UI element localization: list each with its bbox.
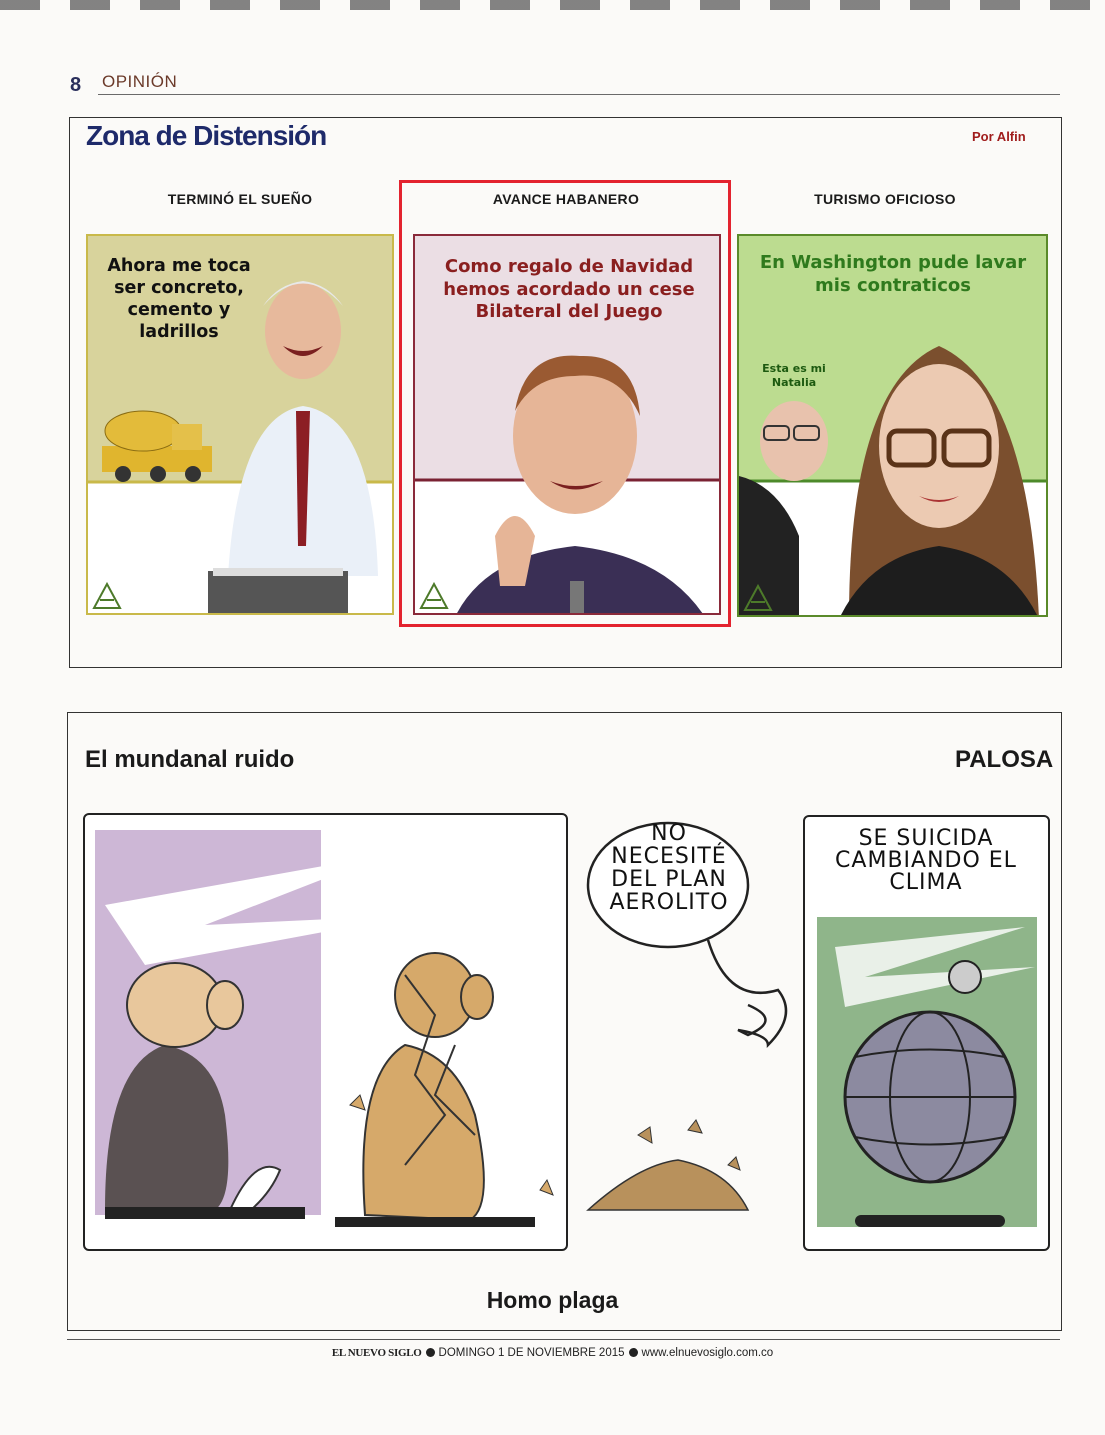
alfin-logo-icon xyxy=(92,582,122,610)
panel-3-sub-bubble: Esta es mi Natalia xyxy=(762,362,826,389)
footer-url[interactable]: www.elnuevosiglo.com.co xyxy=(641,1347,774,1359)
panel-1-bubble: Ahora me toca ser concreto, cemento y ladrillos xyxy=(107,256,251,342)
header-rule xyxy=(98,94,1060,95)
zona-author: Por Alfin xyxy=(972,129,1026,144)
top-bleed-strip xyxy=(0,0,1105,10)
bullet-icon xyxy=(629,1348,638,1357)
panel-3-bubble: En Washington pude lavar mis contraticos xyxy=(759,252,1027,296)
footer-rule xyxy=(67,1339,1060,1340)
section-label: OPINIÓN xyxy=(102,72,178,91)
cartoon-panel-3 xyxy=(737,234,1048,617)
bullet-icon xyxy=(426,1348,435,1357)
alfin-logo-icon xyxy=(743,584,773,612)
panel-2-caption: AVANCE HABANERO xyxy=(492,191,640,207)
comic-frame-left-art xyxy=(85,815,568,1251)
mundanal-caption: Homo plaga xyxy=(486,1287,619,1313)
panel-2-bubble: Como regalo de Navidad hemos acordado un cese Bilateral del Juego xyxy=(443,256,695,322)
zona-title: Zona de Distensión xyxy=(86,120,327,151)
mundanal-title: El mundanal ruido xyxy=(85,746,295,773)
footer-paper-name: EL NUEVO SIGLO xyxy=(331,1347,422,1359)
cartoon-panel-1 xyxy=(86,234,394,615)
panel-3-caption: TURISMO OFICIOSO xyxy=(814,191,956,207)
speech-bubble-text: NO NECESITÉ DEL PLAN AEROLITO xyxy=(609,821,729,916)
sign-text: SE SUICIDA CAMBIANDO EL CLIMA xyxy=(835,826,1017,895)
footer-date: DOMINGO 1 DE NOVIEMBRE 2015 xyxy=(438,1347,625,1359)
panel-1-caption: TERMINÓ EL SUEÑO xyxy=(167,191,313,207)
footer xyxy=(0,1347,1105,1359)
page-number: 8 xyxy=(70,74,82,96)
mundanal-author: PALOSA xyxy=(955,746,1054,773)
comic-frame-left xyxy=(83,813,568,1251)
selection-highlight-box xyxy=(399,180,731,627)
